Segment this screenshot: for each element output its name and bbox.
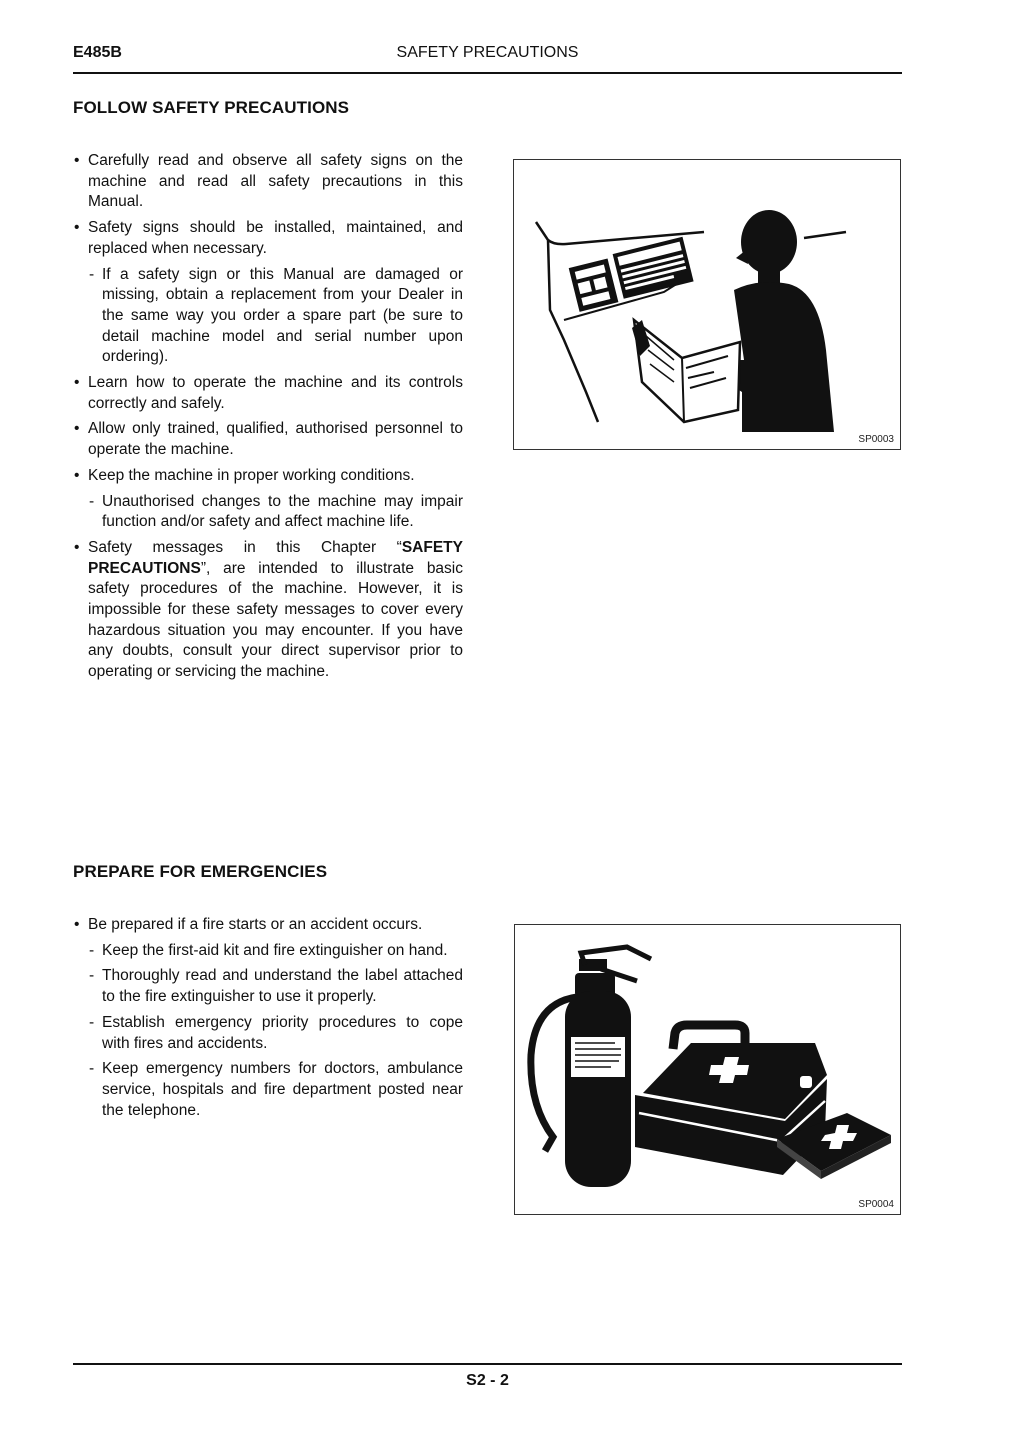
list-item: • Safety messages in this Chapter “SAFETY PRECAUTIONS”, are intended to illustrate basic safety procedures of the machine. However, it is impossible for these safety messages to cover every hazardous situation you may encounter. If you have any doubts, consult your direct supervisor prior to operating or servicing the machine. (74, 538, 463, 681)
list-item: • Learn how to operate the machine and its controls correctly and safely. (74, 374, 463, 412)
footer-divider (73, 1363, 902, 1365)
emergency-list (73, 915, 463, 1126)
list-item: • Allow only trained, qualified, authorised personnel to operate the machine. (74, 420, 463, 459)
list-subitem: - Keep emergency numbers for doctors, ambulance service, hospitals and fire department posted near the telephone. (89, 1060, 463, 1119)
section-title-follow-safety: FOLLOW SAFETY PRECAUTIONS (73, 98, 350, 117)
figure-code: SP0004 (858, 1199, 894, 1210)
figure-fire-extinguisher-first-aid (514, 924, 901, 1215)
section-title-prepare-emergencies: PREPARE FOR EMERGENCIES (73, 862, 328, 881)
figure-code: SP0003 (858, 434, 894, 445)
page-number: S2 - 2 (466, 1372, 509, 1389)
fire-extinguisher-first-aid-illustration (515, 925, 900, 1214)
bold-chapter-name: SAFETY PRECAUTIONS (88, 538, 463, 577)
header-title: SAFETY PRECAUTIONS (396, 44, 579, 61)
list-subitem: - Unauthorised changes to the machine may impair function and/or safety and affect machine life. (89, 492, 463, 531)
model-label: E485B (73, 44, 122, 61)
page-header (73, 42, 902, 74)
list-item: • Safety signs should be installed, maintained, and replaced when necessary. (74, 219, 463, 257)
safety-precautions-list (73, 151, 463, 688)
list-subitem: - Establish emergency priority procedures to cope with fires and accidents. (89, 1013, 463, 1052)
list-subitem: - If a safety sign or this Manual are damaged or missing, obtain a replacement from your Dealer in the same way you order a spare part (be sure to detail machine model and serial number upon ordering). (89, 265, 463, 366)
list-item: • Be prepared if a fire starts or an accident occurs. (74, 916, 423, 933)
list-item: • Keep the machine in proper working conditions. (74, 466, 415, 484)
list-subitem: - Thoroughly read and understand the label attached to the fire extinguisher to use it properly. (89, 967, 463, 1006)
list-item: • Carefully read and observe all safety signs on the machine and read all safety precautions in this Manual. (74, 152, 463, 211)
figure-read-manual (513, 159, 901, 450)
person-reading-manual-illustration (514, 160, 900, 449)
list-subitem: - Keep the first-aid kit and fire extinguisher on hand. (89, 941, 448, 959)
